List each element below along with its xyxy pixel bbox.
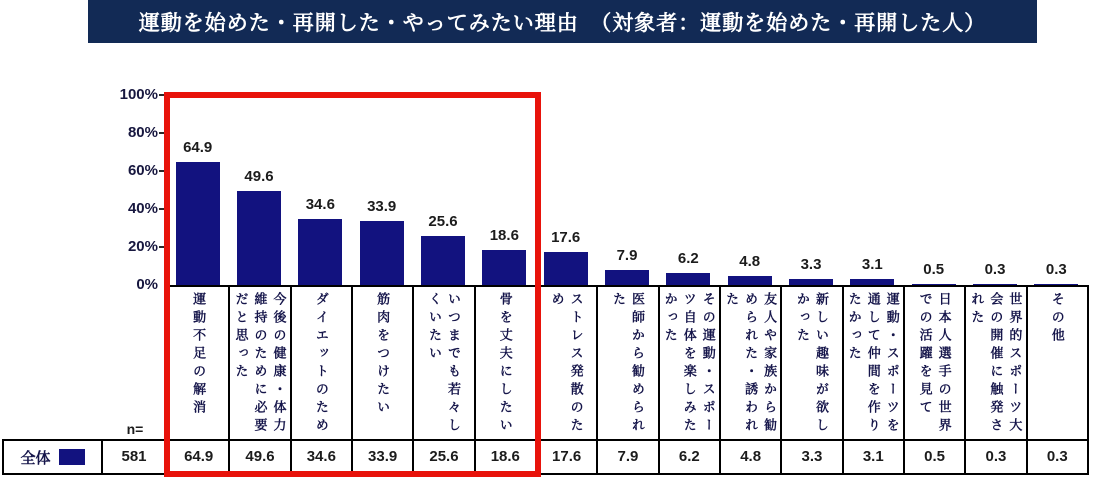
y-axis-tick-mark	[159, 132, 167, 134]
bar	[544, 252, 588, 285]
bar	[237, 191, 281, 285]
bar-value-label: 49.6	[244, 167, 274, 185]
value-cell: 64.9	[169, 441, 230, 473]
value-cell: 0.3	[1046, 448, 1068, 465]
category-label: 今後の健康・体力維持のために必要だと思った	[233, 292, 287, 436]
bar-value-label: 7.9	[616, 246, 638, 264]
value-cell: 0.3	[966, 441, 1027, 473]
category-label: ダイエットのため	[313, 292, 329, 436]
bar	[176, 162, 220, 285]
bar-value-label: 34.6	[305, 196, 335, 214]
bar	[360, 221, 404, 285]
bar-value-label: 17.6	[551, 228, 581, 246]
category-cell	[353, 287, 414, 439]
y-axis-tick-label: 20%	[127, 238, 158, 255]
value-cell: 3.1	[844, 441, 905, 473]
category-cell	[292, 287, 353, 439]
chart-title: 運動を始めた・再開した・やってみたい理由 （対象者：運動を始めた・再開した人）	[88, 0, 1037, 43]
y-axis-tick-label: 80%	[127, 124, 158, 141]
category-label: その他	[1049, 292, 1065, 346]
value-cell: 0.5	[905, 441, 966, 473]
value-cell: 17.6	[537, 441, 598, 473]
bar	[421, 236, 465, 285]
bar	[605, 270, 649, 285]
category-cell	[598, 287, 659, 439]
bar-value-label: 6.2	[677, 250, 699, 268]
category-cell	[721, 287, 782, 439]
value-cell: 7.9	[598, 441, 659, 473]
category-label: 新しい趣味が欲しかった	[794, 292, 829, 436]
category-label: 友人や家族から勧められた・誘われた	[724, 292, 778, 436]
category-cell	[537, 287, 598, 439]
y-axis-tick-label: 60%	[127, 162, 158, 179]
legend-box	[2, 439, 103, 475]
category-label: その運動・スポーツ自体を楽しみたかった	[662, 292, 716, 436]
category-cell	[660, 287, 721, 439]
value-cell: 33.9	[353, 441, 414, 473]
category-cell	[169, 287, 230, 439]
n-value-cell: 581	[103, 439, 167, 475]
value-cell: 6.2	[660, 441, 721, 473]
n-equals-label: n=	[126, 421, 144, 437]
category-label: いつまでも若々しくいたい	[426, 292, 461, 436]
value-cell: 49.6	[230, 441, 291, 473]
category-label: 骨を丈夫にしたい	[497, 292, 513, 436]
category-cell	[844, 287, 905, 439]
bar	[728, 276, 772, 285]
category-label: 医師から勧められた	[610, 292, 645, 436]
category-label: 筋肉をつけたい	[375, 292, 391, 418]
category-cell	[1028, 287, 1087, 439]
value-cell: 34.6	[292, 441, 353, 473]
category-cell	[905, 287, 966, 439]
value-cell: 25.6	[414, 441, 475, 473]
y-axis-tick-mark	[159, 208, 167, 210]
bar-value-label: 0.3	[984, 261, 1006, 278]
category-label-row	[167, 285, 1089, 439]
bar-value-label: 0.3	[1045, 261, 1067, 278]
legend-swatch-icon	[59, 449, 85, 465]
bar	[482, 250, 526, 285]
value-cell: 18.6	[476, 441, 537, 473]
category-label: 世界的スポーツ大会の開催に触発された	[969, 292, 1023, 436]
category-label: 運動・スポーツを通して仲間を作りたかった	[846, 292, 900, 436]
category-label: ストレス発散のため	[549, 292, 584, 436]
y-axis-tick-label: 0%	[136, 276, 158, 293]
y-axis-tick-label: 40%	[127, 200, 158, 217]
value-cell: 4.8	[721, 441, 782, 473]
y-axis-tick-mark	[159, 94, 167, 96]
y-axis-tick-mark	[159, 170, 167, 172]
category-cell	[966, 287, 1027, 439]
category-label: 運動不足の解消	[191, 292, 207, 418]
category-cell	[414, 287, 475, 439]
bar-value-label: 33.9	[367, 197, 397, 215]
category-cell	[476, 287, 537, 439]
bar-value-label: 25.6	[428, 213, 458, 231]
category-label: 日本人選手の世界での活躍を見て	[917, 292, 952, 436]
bar-value-label: 18.6	[489, 226, 519, 244]
y-axis-tick-mark	[159, 246, 167, 248]
bar-value-label: 4.8	[739, 252, 761, 270]
category-cell	[230, 287, 291, 439]
bar	[298, 219, 342, 285]
category-cell	[782, 287, 843, 439]
value-cell: 3.3	[782, 441, 843, 473]
bar-value-label: 64.9	[183, 138, 213, 156]
bar	[666, 273, 710, 285]
legend-series-label: 全体	[20, 449, 51, 467]
y-axis-tick-label: 100%	[119, 86, 158, 103]
bar-value-label: 0.5	[923, 261, 945, 278]
bar-value-label: 3.1	[861, 256, 883, 274]
value-table-row	[167, 439, 1089, 475]
bar-value-label: 3.3	[800, 255, 822, 273]
